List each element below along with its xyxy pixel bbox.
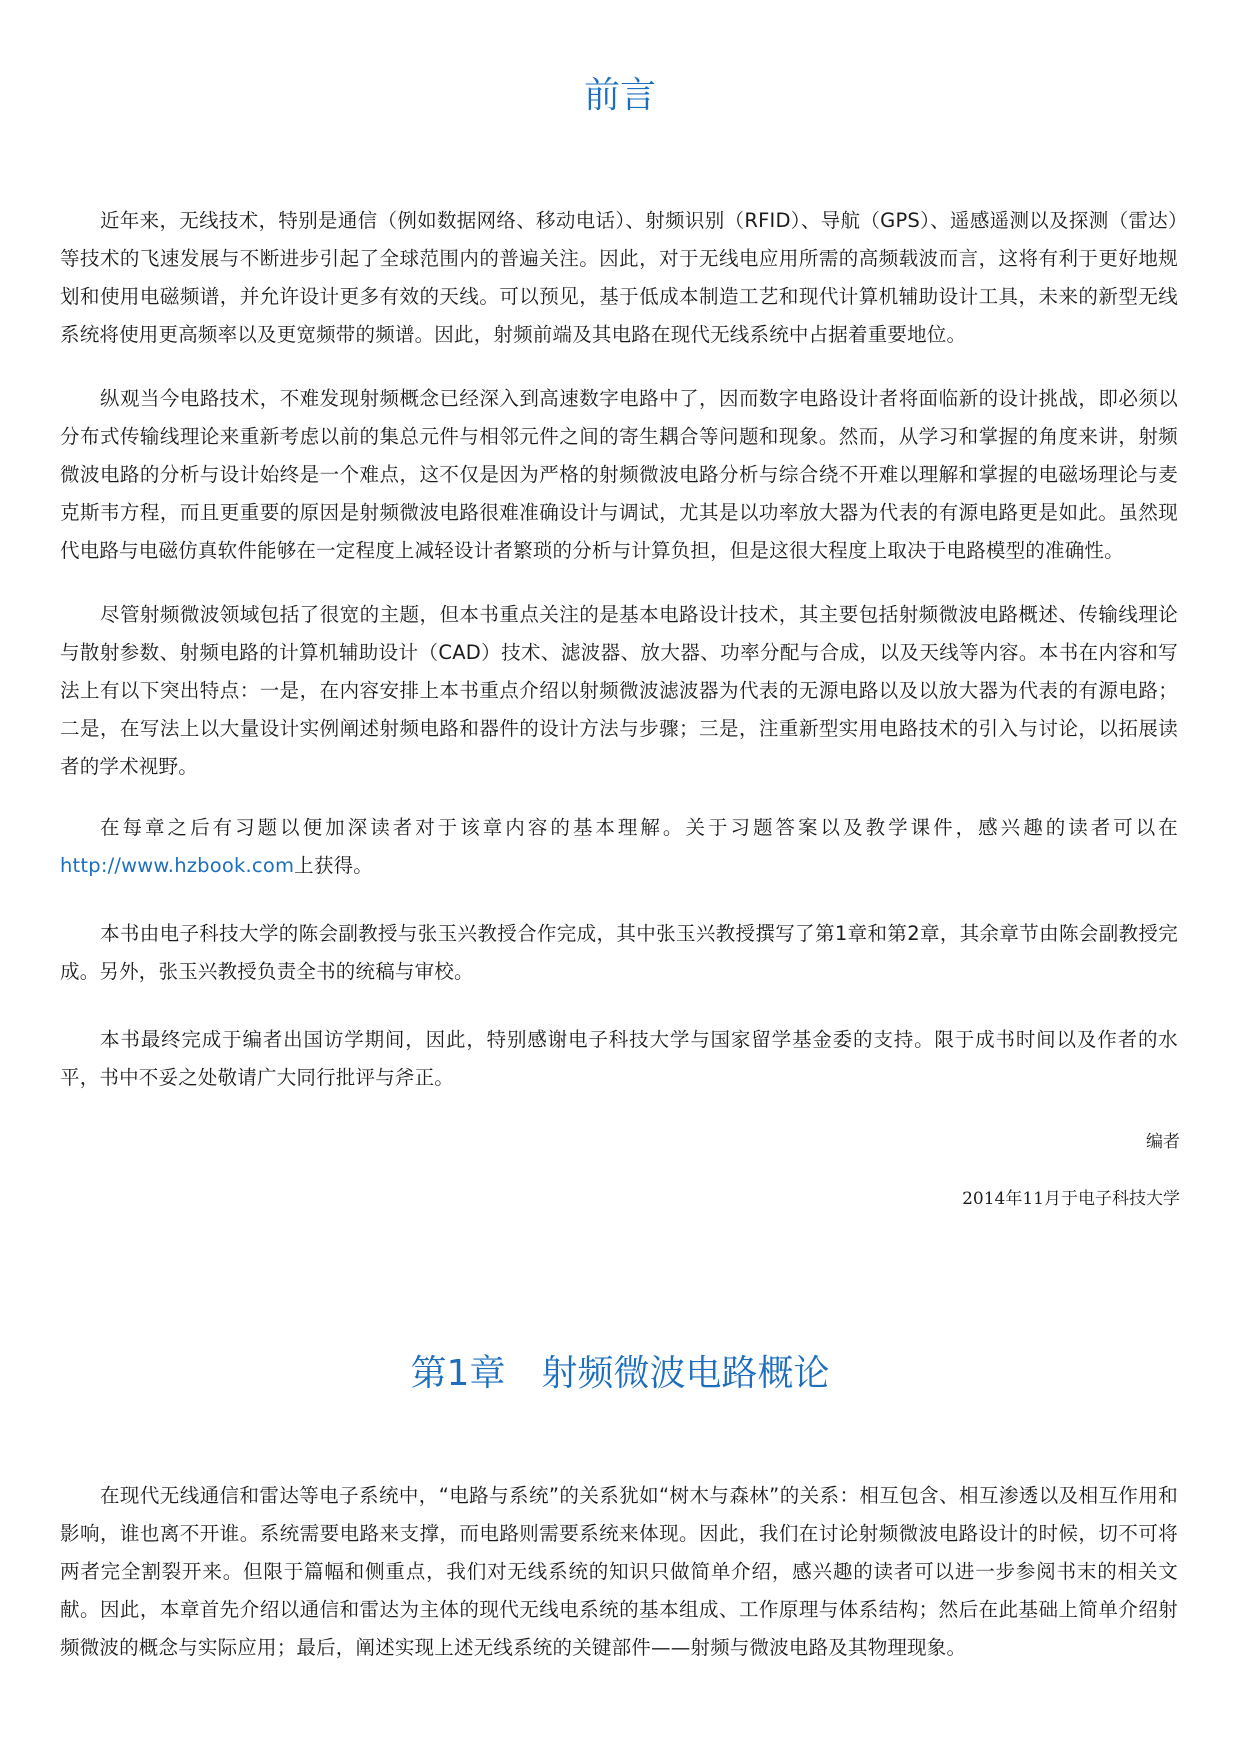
- preface-paragraph-1: 近年来，无线技术，特别是通信（例如数据网络、移动电话）、射频识别（RFID）、导航（GPS）、遥感遥测以及探测（雷达）等技术的飞速发展与不断进步引起了全球范围内的普遍关注。因此，对于无线电应用所需的高频载波而言，这将有利于更好地规划和使用电磁频谱，并允许设计更多有效的天线。可以预见，基于低成本制造工艺和现代计算机辅助设计工具，未来的新型无线系统将使用更高频率以及更宽频带的频谱。因此，射频前端及其电路在现代无线系统中占据着重要地位。: [60, 209, 1178, 346]
- preface-paragraph-6: 本书最终完成于编者出国访学期间，因此，特别感谢电子科技大学与国家留学基金委的支持。限于成书时间以及作者的水平，书中不妥之处敬请广大同行批评与斧正。: [60, 1028, 1178, 1089]
- preface-paragraph-4: [60, 809, 1178, 885]
- author-signature: 编者: [1146, 1132, 1180, 1152]
- chapter-1-title: 第1章 射频微波电路概论: [410, 1353, 830, 1394]
- preface-paragraph-3: 尽管射频微波领域包括了很宽的主题，但本书重点关注的是基本电路设计技术，其主要包括射频微波电路概述、传输线理论与散射参数、射频电路的计算机辅助设计（CAD）技术、滤波器、放大器、功率分配与合成，以及天线等内容。本书在内容和写法上有以下突出特点：一是，在内容安排上本书重点介绍以射频微波滤波器为代表的无源电路以及以放大器为代表的有源电路；二是，在写法上以大量设计实例阐述射频电路和器件的设计方法与步骤；三是，注重新型实用电路技术的引入与讨论，以拓展读者的学术视野。: [60, 603, 1178, 778]
- paragraph-4-text-end: 上获得。: [294, 854, 373, 877]
- chapter-1-paragraph: 在现代无线通信和雷达等电子系统中，“电路与系统”的关系犹如“树木与森林”的关系：相互包含、相互渗透以及相互作用和影响，谁也离不开谁。系统需要电路来支撑，而电路则需要系统来体现。因此，我们在讨论射频微波电路设计的时候，切不可将两者完全割裂开来。但限于篇幅和侧重点，我们对无线系统的知识只做简单介绍，感兴趣的读者可以进一步参阅书末的相关文献。因此，本章首先介绍以通信和雷达为主体的现代无线电系统的基本组成、工作原理与体系结构；然后在此基础上简单介绍射频微波的概念与实际应用；最后，阐述实现上述无线系统的关键部件——射频与微波电路及其物理现象。: [60, 1484, 1178, 1659]
- date-place-line: 2014年11月于电子科技大学: [962, 1189, 1180, 1209]
- preface-paragraph-5: 本书由电子科技大学的陈会副教授与张玉兴教授合作完成，其中张玉兴教授撰写了第1章和第2章，其余章节由陈会副教授完成。另外，张玉兴教授负责全书的统稿与审校。: [60, 922, 1178, 983]
- preface-title: 前言: [583, 75, 656, 116]
- paragraph-4-text-start: 在每章之后有习题以便加深读者对于该章内容的基本理解。关于习题答案以及教学课件，感兴趣的读者可以在: [100, 816, 1178, 839]
- preface-paragraph-2: 纵观当今电路技术，不难发现射频概念已经深入到高速数字电路中了，因而数字电路设计者将面临新的设计挑战，即必须以分布式传输线理论来重新考虑以前的集总元件与相邻元件之间的寄生耦合等问题和现象。然而，从学习和掌握的角度来讲，射频微波电路的分析与设计始终是一个难点，这不仅是因为严格的射频微波电路分析与综合绕不开难以理解和掌握的电磁场理论与麦克斯韦方程，而且更重要的原因是射频微波电路很难准确设计与调试，尤其是以功率放大器为代表的有源电路更是如此。虽然现代电路与电磁仿真软件能够在一定程度上减轻设计者繁琐的分析与计算负担，但是这很大程度上取决于电路模型的准确性。: [60, 387, 1178, 562]
- hzbook-link[interactable]: http://www.hzbook.com: [60, 854, 295, 877]
